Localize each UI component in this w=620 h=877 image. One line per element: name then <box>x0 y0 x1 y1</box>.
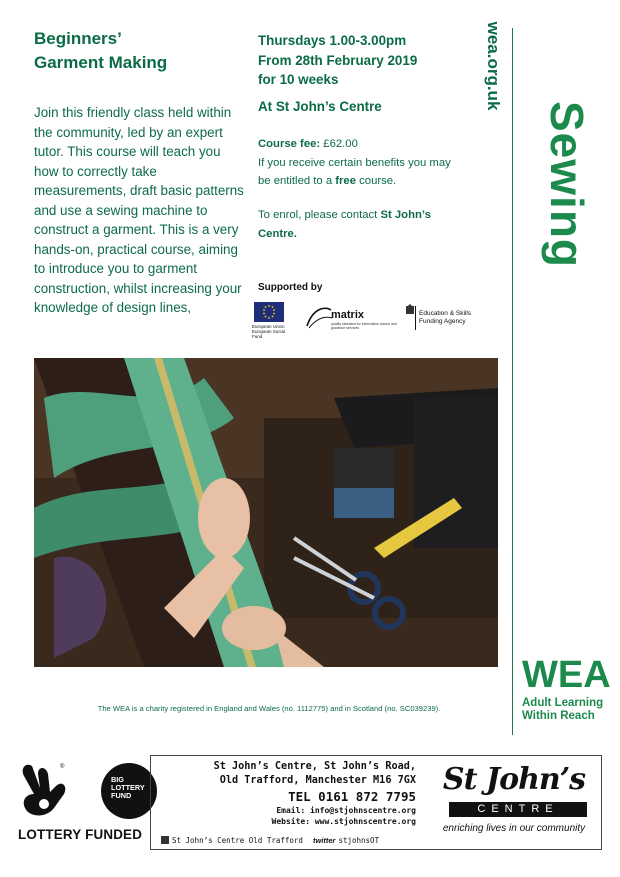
esfa-logo <box>405 304 485 334</box>
esfa-name: Education & Skills Funding Agency <box>419 310 472 325</box>
fee-label: Course fee: <box>258 138 321 150</box>
enrol-contact: St John’s Centre. <box>258 209 431 240</box>
fee-note: If you receive certain benefits you may be entitled to a <box>258 156 451 187</box>
course-title <box>34 27 244 75</box>
big-lottery-fund-text: BIG LOTTERY FUND <box>111 775 145 800</box>
course-description: Join this friendly class held within the community, led by an expert tutor. This course will teach you how to correctly take measurements, draft basic patterns and use a sewing machine to construct a garment. This is a very hands-on, practical course, aiming to introduce you to garment construction, whilst increasing your knowledge of design lines, <box>34 105 244 315</box>
wea-tagline-line1: Adult Learning <box>522 697 604 709</box>
schedule-line3: for 10 weeks <box>258 72 339 87</box>
twitter-handle: stjohnsOT <box>338 836 380 845</box>
fee-note-end: course. <box>359 175 397 187</box>
contact-box <box>150 755 602 850</box>
address-line2: Old Trafford, Manchester M16 7GX <box>219 775 416 786</box>
facebook-icon <box>161 836 169 844</box>
twitter-icon: twitter <box>312 836 336 845</box>
esfa-crest-icon <box>405 304 415 316</box>
wea-logo <box>522 653 612 693</box>
matrix-logo <box>305 304 395 332</box>
eu-flag-icon <box>254 302 284 322</box>
st-johns-logo-tagline: enriching lives in our community <box>442 823 586 834</box>
matrix-caption: quality standard for information advice and guidance services <box>331 322 397 330</box>
enrol-note <box>258 206 458 243</box>
course-title-line1: Beginners’ <box>34 29 122 48</box>
enrol-text: To enrol, please contact <box>258 209 378 221</box>
eu-logo <box>252 302 292 339</box>
course-title-line2: Garment Making <box>34 53 168 72</box>
wea-tagline <box>522 697 620 723</box>
email: Email: info@stjohnscentre.org <box>276 806 416 815</box>
website-vertical: wea.org.uk <box>484 21 503 111</box>
course-fee <box>258 135 458 191</box>
schedule-line2: From 28th February 2019 <box>258 52 418 68</box>
address-line1: St John’s Centre, St John’s Road, <box>213 761 416 772</box>
side-divider <box>512 28 513 735</box>
eu-caption: European Union European Social Fund <box>252 324 286 339</box>
lottery-logos <box>18 760 148 850</box>
lottery-funded-label: LOTTERY FUNDED <box>18 827 143 842</box>
wea-tagline-line2: Within Reach <box>522 710 595 722</box>
svg-text:®: ® <box>60 764 65 770</box>
st-johns-centre-logo <box>433 762 595 846</box>
supported-by-heading: Supported by <box>258 282 323 293</box>
big-lottery-fund-logo <box>101 763 157 819</box>
charity-note: The WEA is a charity registered in England and Wales (no. 1112775) and in Scotland (no. SC039239). <box>97 704 441 713</box>
facebook-handle: St John’s Centre Old Trafford <box>172 836 303 845</box>
telephone: TEL 0161 872 7795 <box>288 789 416 804</box>
schedule-line1: Thursdays 1.00-3.00pm <box>258 33 407 48</box>
fee-note-free: free <box>335 175 356 187</box>
venue: At St John’s Centre <box>258 99 382 114</box>
wea-logo-text: WEA <box>522 654 611 693</box>
subject-vertical: Sewing <box>541 101 593 269</box>
fee-amount: £62.00 <box>323 138 358 150</box>
st-johns-logo-script: St John’s <box>442 762 586 797</box>
sewing-photo <box>34 358 498 667</box>
st-johns-logo-centre: CENTRE <box>449 802 587 817</box>
social-links <box>161 836 421 845</box>
contact-address <box>154 760 416 827</box>
esfa-divider <box>415 306 416 330</box>
matrix-swoosh-icon <box>305 304 333 330</box>
website: Website: www.stjohnscentre.org <box>271 817 416 826</box>
lottery-hand-icon <box>18 760 70 818</box>
matrix-name: matrix <box>331 309 365 321</box>
schedule <box>258 31 458 90</box>
